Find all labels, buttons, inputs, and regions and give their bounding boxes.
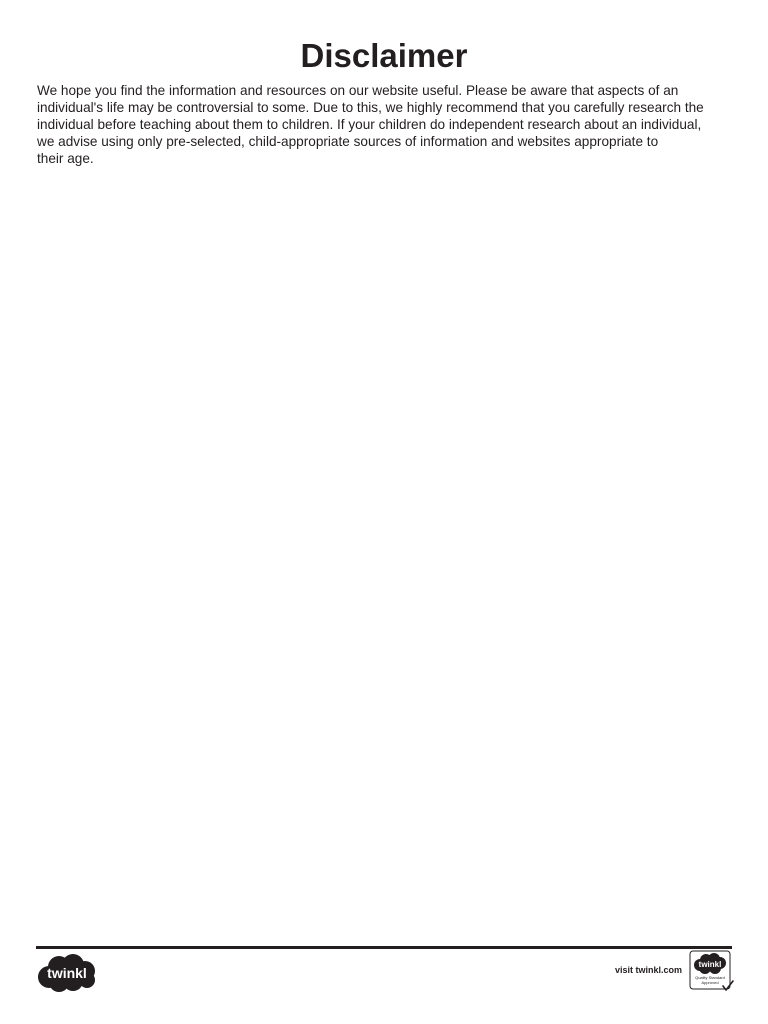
badge-graphic xyxy=(689,950,735,994)
paragraph-line: We hope you find the information and resources on our website useful. Please be aware that aspects of an xyxy=(37,83,679,98)
paragraph-line: we advise using only pre-selected, child-appropriate sources of information and websites appropriate to xyxy=(37,134,659,149)
badge-line1-text: Quality Standard xyxy=(695,975,725,980)
logo-graphic xyxy=(35,951,99,993)
disclaimer-paragraph xyxy=(37,82,737,167)
paragraph-line: individual before teaching about them to children. If your children do independent research about an individual, xyxy=(37,117,702,132)
logo-text: twinkl xyxy=(47,965,87,981)
footer-divider xyxy=(36,946,732,949)
quality-standard-badge-icon xyxy=(689,950,735,994)
twinkl-cloud-logo-icon[interactable] xyxy=(35,951,99,993)
badge-line2-text: Approved xyxy=(701,980,719,985)
badge-brand-text: twinkl xyxy=(698,960,722,969)
paragraph-line: their age. xyxy=(37,151,94,166)
visit-twinkl-link[interactable]: visit twinkl.com xyxy=(614,965,682,975)
paragraph-line: individual's life may be controversial to some. Due to this, we highly recommend that you carefully research the xyxy=(37,100,704,115)
page-title: Disclaimer xyxy=(300,37,468,74)
